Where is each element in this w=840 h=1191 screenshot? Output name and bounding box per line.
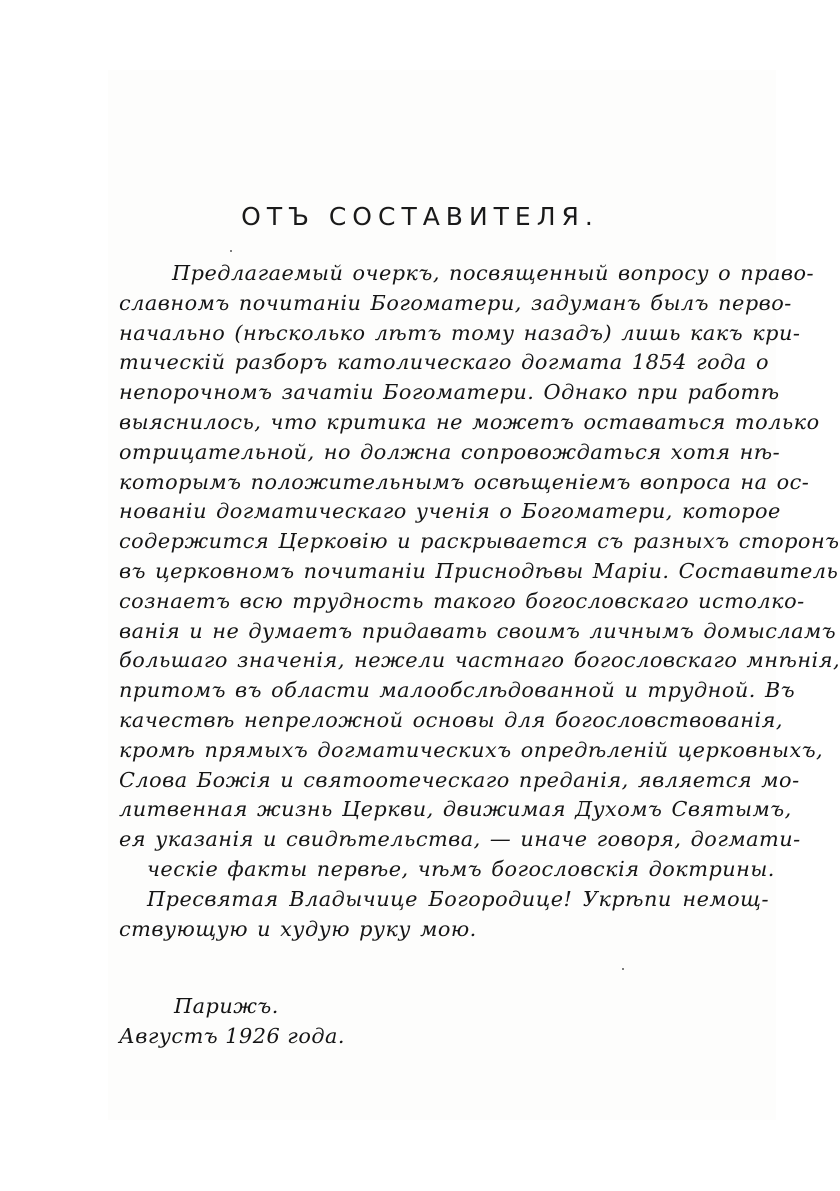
text-line: содержится Церковію и раскрывается съ разныхъ сторонъ — [119, 529, 840, 554]
text-line: качествѣ непреложной основы для богословствованія, — [119, 707, 783, 732]
text-line: ствующую и худую руку мою. — [119, 916, 477, 941]
text-line: Пресвятая Владычице Богородице! Укрѣпи немощ- — [147, 886, 769, 911]
text-line: непорочномъ зачатіи Богоматери. Однако при работѣ — [119, 380, 780, 405]
page-heading: ОТЪ СОСТАВИТЕЛЯ. — [241, 202, 599, 231]
text-line: начально (нѣсколько лѣтъ тому назадъ) лишь какъ кри- — [119, 320, 801, 345]
text-line: литвенная жизнь Церкви, движимая Духомъ Святымъ, — [119, 797, 792, 822]
text-line: выяснилось, что критика не можетъ оставаться только — [119, 409, 820, 434]
text-line: Предлагаемый очеркъ, посвященный вопросу о право- — [172, 261, 815, 285]
text-line: тическій разборъ католическаго догмата 1854 года о — [119, 350, 769, 375]
text-line: притомъ въ области малообслѣдованной и трудной. Въ — [119, 678, 796, 703]
text-line: ея указанія и свидѣтельства, — иначе говоря, догмати- — [119, 827, 801, 852]
text-line: славномъ почитаніи Богоматери, задуманъ былъ перво- — [119, 290, 792, 315]
text-line: большаго значенія, нежели частнаго богословскаго мнѣнія, — [119, 648, 840, 673]
text-line: нованіи догматическаго ученія о Богоматери, которое — [119, 499, 781, 524]
text-line: въ церковномъ почитаніи Приснодѣвы Маріи. Составитель — [119, 558, 839, 583]
text-line: Слова Божія и святоотеческаго преданія, является мо- — [119, 767, 800, 792]
text-line: отрицательной, но должна сопровождаться хотя нѣ- — [119, 439, 781, 464]
preface-text — [119, 259, 840, 944]
text-line: ванія и не думаетъ придавать своимъ личнымъ домысламъ — [119, 618, 837, 643]
signature-date: Августъ 1926 года. — [119, 1024, 346, 1048]
text-line: сознаетъ всю трудность такого богословскаго истолко- — [119, 588, 805, 613]
text-line: кромѣ прямыхъ догматическихъ опредѣленій церковныхъ, — [119, 737, 824, 762]
print-speck — [622, 968, 624, 970]
text-line: ческіе факты первѣе, чѣмъ богословскія доктрины. — [147, 856, 775, 881]
text-line: которымъ положительнымъ освѣщеніемъ вопроса на ос- — [119, 469, 810, 494]
print-speck — [230, 250, 232, 252]
signature-place: Парижъ. — [174, 994, 279, 1018]
